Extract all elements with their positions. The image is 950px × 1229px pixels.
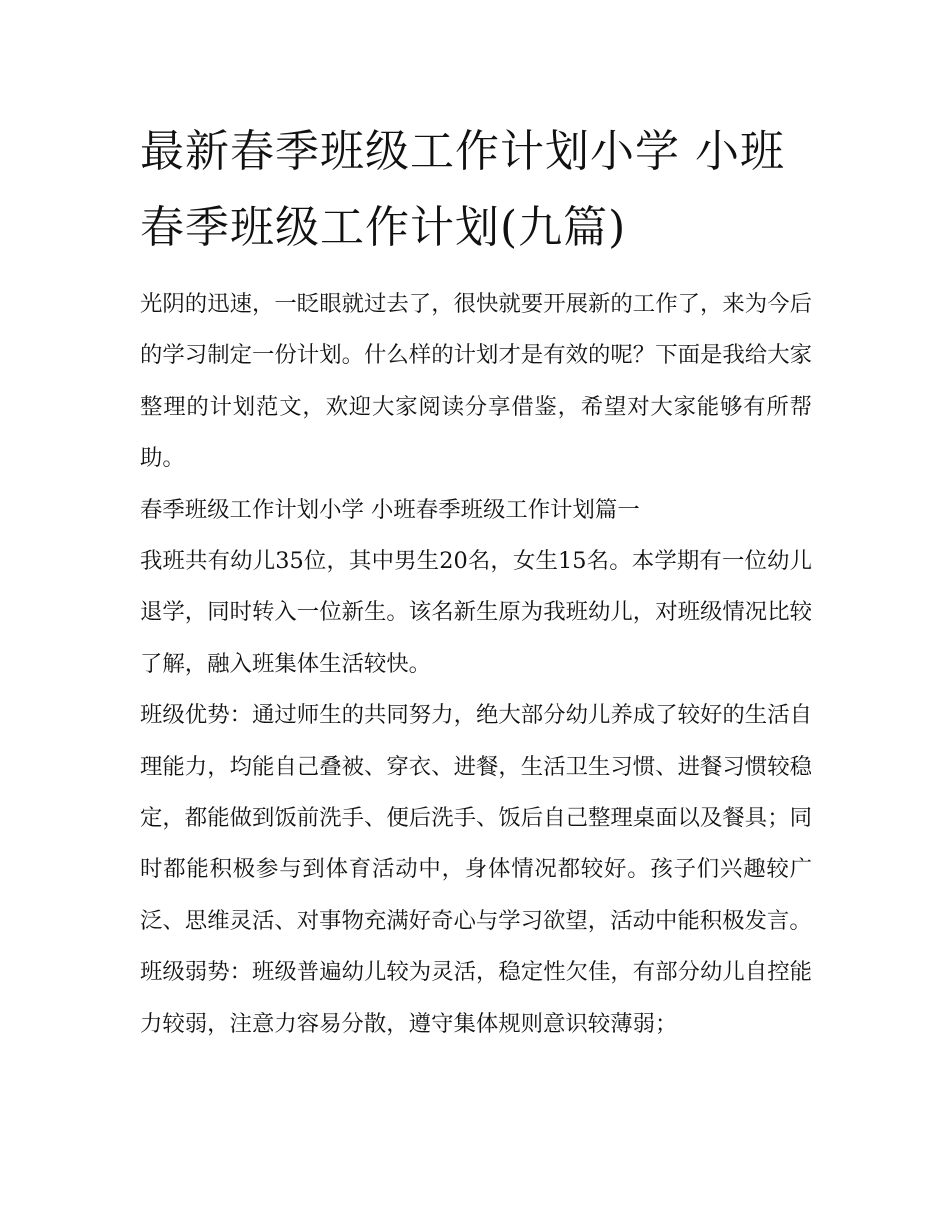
class-weaknesses-paragraph: 班级弱势：班级普遍幼儿较为灵活，稳定性欠佳，有部分幼儿自控能力较弱，注意力容易分散，遵守集体规则意识较薄弱；: [140, 959, 812, 1037]
document-page: [140, 0, 812, 1229]
class-overview-paragraph: 我班共有幼儿35位，其中男生20名，女生15名。本学期有一位幼儿退学，同时转入一位新生。该名新生原为我班幼儿，对班级情况比较了解，融入班集体生活较快。: [140, 548, 812, 677]
document-title: 最新春季班级工作计划小学 小班春季班级工作计划(九篇): [140, 126, 785, 253]
document-body: [140, 279, 812, 1050]
section-heading: 春季班级工作计划小学 小班春季班级工作计划篇一: [140, 496, 640, 523]
intro-paragraph: 光阴的迅速，一眨眼就过去了，很快就要开展新的工作了，来为今后的学习制定一份计划。什么样的计划才是有效的呢？下面是我给大家整理的计划范文，欢迎大家阅读分享借鉴，希望对大家能够有所帮助。: [140, 291, 812, 472]
class-strengths-paragraph: 班级优势：通过师生的共同努力，绝大部分幼儿养成了较好的生活自理能力，均能自己叠被、穿衣、进餐，生活卫生习惯、进餐习惯较稳定，都能做到饭前洗手、便后洗手、饭后自己整理桌面以及餐具；同时都能积极参与到体育活动中，身体情况都较好。孩子们兴趣较广泛、思维灵活、对事物充满好奇心与学习欲望，活动中能积极发言。: [140, 702, 812, 934]
